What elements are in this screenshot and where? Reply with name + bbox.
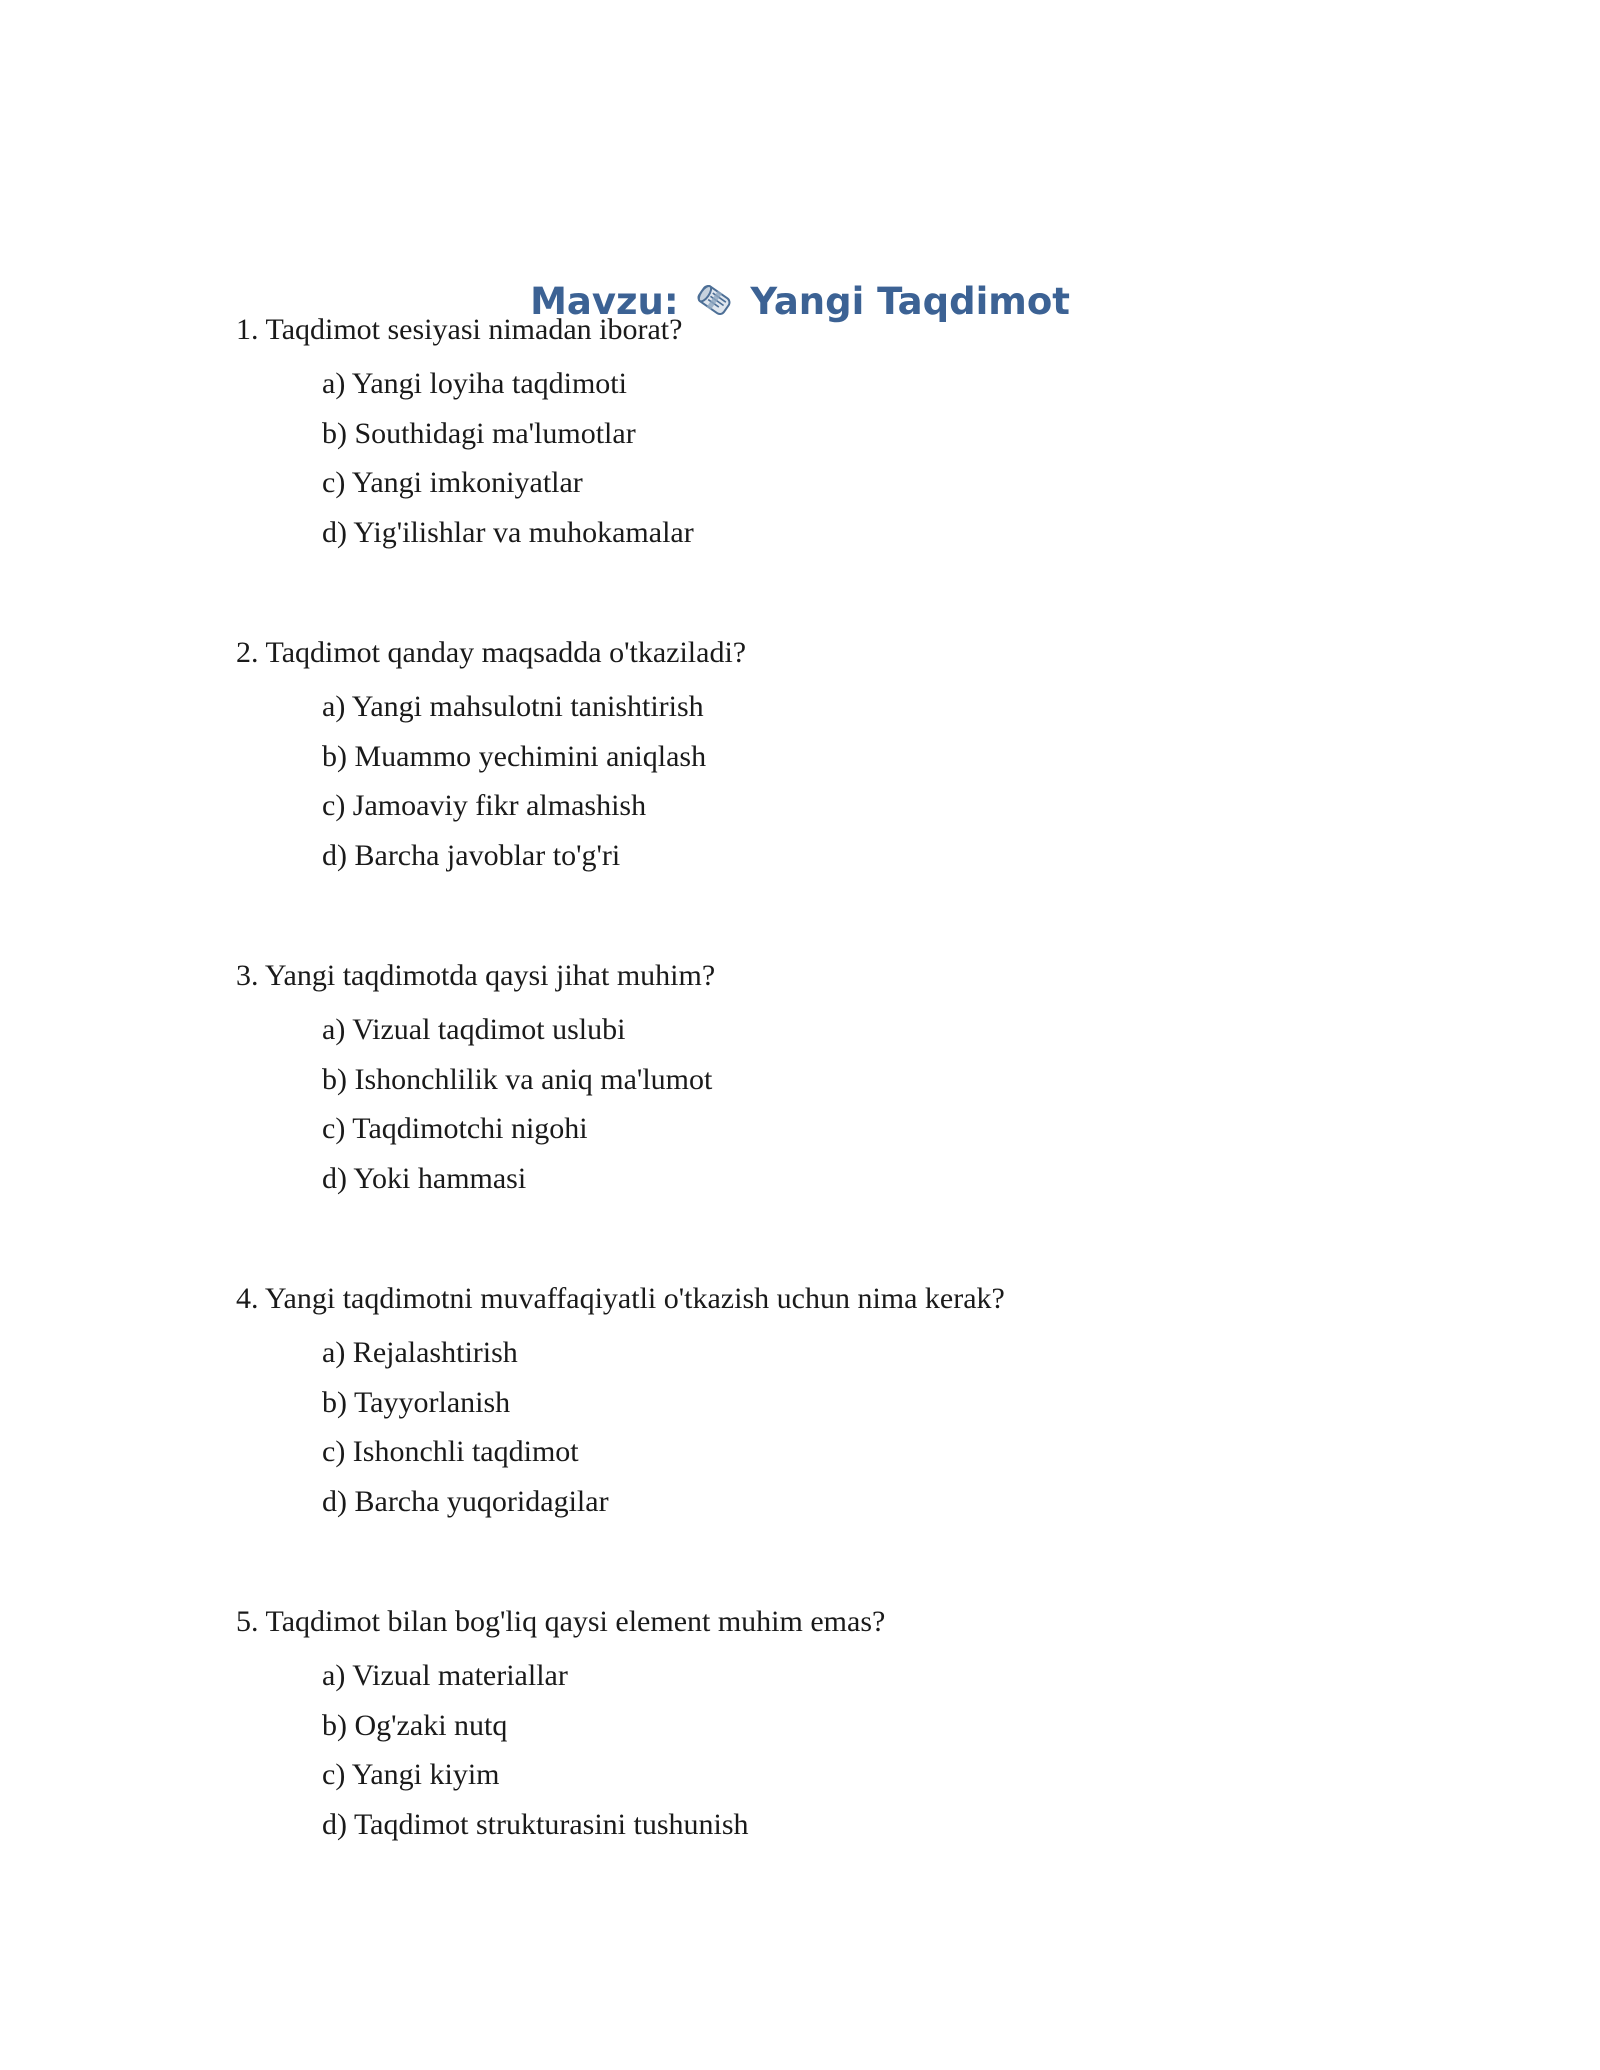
question-item [236, 1596, 1436, 1919]
option-item: c) Yangi kiyim [322, 1758, 500, 1791]
option-item: d) Barcha javoblar to'g'ri [322, 838, 621, 872]
option-item: a) Yangi mahsulotni tanishtirish [322, 690, 704, 723]
option-item: c) Ishonchli taqdimot [322, 1435, 579, 1468]
option-list [236, 1651, 1436, 1849]
option-item: d) Taqdimot strukturasini tushunish [322, 1807, 749, 1841]
option-item: b) Og'zaki nutq [322, 1708, 508, 1742]
question-item [236, 627, 1436, 950]
option-list [236, 359, 1436, 557]
option-item: b) Muammo yechimini aniqlash [322, 739, 707, 773]
question-text: 2. Taqdimot qanday maqsadda o'tkaziladi? [236, 636, 747, 669]
option-item: c) Taqdimotchi nigohi [322, 1112, 588, 1145]
option-item: b) Ishonchlilik va aniq ma'lumot [322, 1062, 713, 1096]
option-item: d) Barcha yuqoridagilar [322, 1484, 609, 1518]
question-text: 5. Taqdimot bilan bog'liq qaysi element muhim emas? [236, 1605, 886, 1638]
option-item: c) Yangi imkoniyatlar [322, 466, 583, 499]
option-item: a) Vizual taqdimot uslubi [322, 1013, 626, 1046]
question-item [236, 950, 1436, 1273]
title-prefix: Mavzu: [530, 279, 679, 323]
option-list [236, 1328, 1436, 1526]
question-text: 3. Yangi taqdimotda qaysi jihat muhim? [236, 959, 716, 992]
option-list [236, 682, 1436, 880]
question-item [236, 304, 1436, 627]
option-item: c) Jamoaviy fikr almashish [322, 789, 647, 822]
option-item: b) Tayyorlanish [322, 1385, 511, 1419]
question-text: 1. Taqdimot sesiyasi nimadan iborat? [236, 313, 683, 346]
option-list [236, 1005, 1436, 1203]
option-item: b) Southidagi ma'lumotlar [322, 416, 636, 450]
question-list [236, 304, 1436, 1919]
option-item: d) Yig'ilishlar va muhokamalar [322, 515, 694, 549]
option-item: d) Yoki hammasi [322, 1161, 527, 1195]
option-item: a) Yangi loyiha taqdimoti [322, 367, 627, 400]
title-text: Yangi Taqdimot [750, 279, 1070, 323]
option-item: a) Rejalashtirish [322, 1336, 518, 1369]
option-item: a) Vizual materiallar [322, 1659, 568, 1692]
question-item [236, 1273, 1436, 1596]
question-text: 4. Yangi taqdimotni muvaffaqiyatli o'tkazish uchun nima kerak? [236, 1282, 1005, 1315]
